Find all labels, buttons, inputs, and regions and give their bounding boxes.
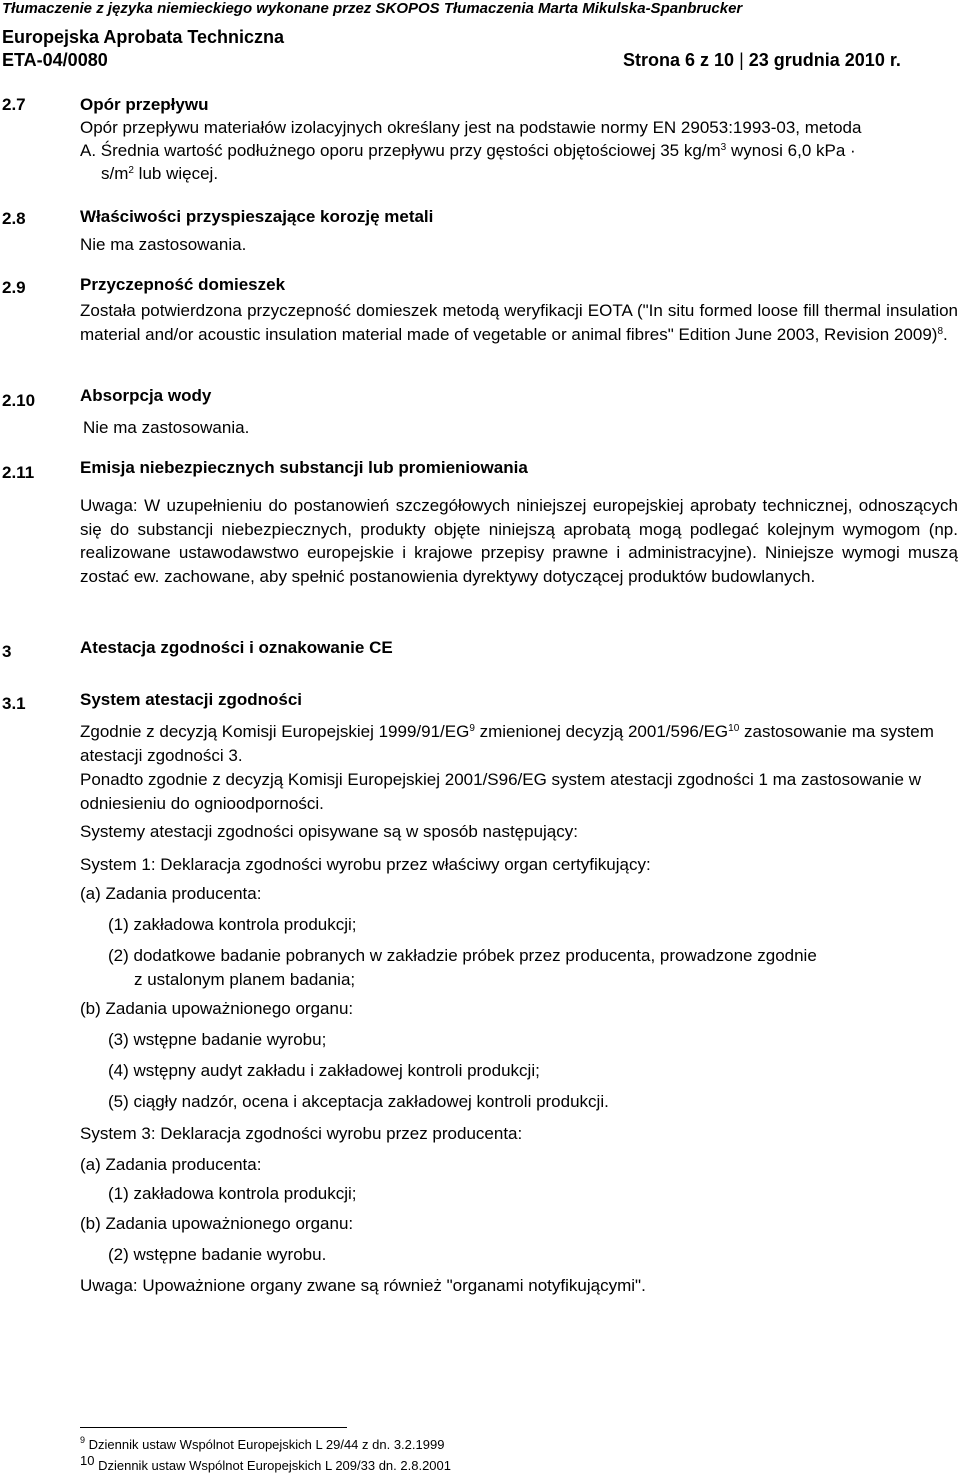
list-item: (2) wstępne badanie wyrobu.	[108, 1245, 327, 1264]
list-item: z ustalonym planem badania;	[134, 970, 356, 989]
section-title: Opór przepływu	[80, 95, 209, 114]
text-run: wynosi 6,0 kPa ·	[726, 141, 856, 160]
list-item: (b) Zadania upoważnionego organu:	[80, 1214, 354, 1233]
section-number: 2.8	[2, 209, 26, 228]
section-title: Właściwości przyspieszające korozję metali	[80, 207, 434, 226]
paragraph-line	[101, 164, 218, 184]
list-item: (1) zakładowa kontrola produkcji;	[108, 915, 357, 934]
footnote-ref: 9	[469, 723, 475, 734]
list-heading: System 1: Deklaracja zgodności wyrobu przez właściwy organ certyfikujący:	[80, 855, 651, 874]
paragraph-line: Opór przepływu materiałów izolacyjnych określany jest na podstawie normy EN 29053:1993-03, metoda	[80, 118, 862, 137]
list-item: (1) zakładowa kontrola produkcji;	[108, 1184, 357, 1203]
list-item: (4) wstępny audyt zakładu i zakładowej kontroli produkcji;	[108, 1061, 540, 1080]
note: Uwaga: Upoważnione organy zwane są również "organami notyfikującymi".	[80, 1276, 646, 1295]
section-title: Absorpcja wody	[80, 386, 212, 405]
document-number: ETA-04/0080	[2, 50, 108, 70]
paragraph: Uwaga: W uzupełnieniu do postanowień szczegółowych niniejszej europejskiej aprobaty technicznej, odnoszących się do substancji niebezpiecznych, produkty objęte niniejszą aprobatą mogą podlegać kolejnym wymogom (np. realizowane ustawodawstwo europejskie i krajowe przepisy prawne i administracyjne). Niniejsze wymogi muszą zostać ew. zachowane, aby spełnić postanowienia dyrektywy dotyczącej produktów budowlanych.	[80, 496, 958, 586]
list-heading: System 3: Deklaracja zgodności wyrobu przez producenta:	[80, 1124, 523, 1143]
text-run: A. Średnia wartość podłużnego oporu przepływu przy gęstości objętościowej 35 kg/m	[80, 141, 721, 160]
list-item: (a) Zadania producenta:	[80, 1155, 262, 1174]
paragraph: Systemy atestacji zgodności opisywane są w sposób następujący:	[80, 822, 578, 841]
paragraph: Ponadto zgodnie z decyzją Komisji Europejskiej 2001/S96/EG system atestacji zgodności 1 ma zastosowanie w odniesieniu do ognioodporności.	[80, 770, 921, 813]
section-number: 3.1	[2, 694, 26, 713]
document-date: 23 grudnia 2010 r.	[748, 50, 901, 70]
text-run: zmienionej decyzją 2001/596/EG	[474, 722, 729, 741]
text-run: lub więcej.	[133, 164, 219, 183]
superscript: 3	[720, 142, 727, 153]
paragraph: Nie ma zastosowania.	[83, 418, 250, 437]
paragraph: Nie ma zastosowania.	[80, 235, 247, 254]
section-number: 2.11	[2, 463, 35, 482]
text-run: s/m	[101, 164, 129, 183]
section-title: System atestacji zgodności	[80, 690, 303, 709]
section-number: 2.9	[2, 278, 26, 297]
page-info: Strona 6 z 10 | 23 grudnia 2010 r.	[623, 50, 901, 70]
footnote-number: 10	[80, 1453, 95, 1468]
document-title: Europejska Aprobata Techniczna	[2, 27, 285, 47]
paragraph-line	[80, 141, 856, 161]
list-item: (b) Zadania upoważnionego organu:	[80, 999, 354, 1018]
text-run: Zgodnie z decyzją Komisji Europejskiej 1999/91/EG	[80, 722, 470, 741]
footnote-text: Dziennik ustaw Wspólnot Europejskich L 209/33 dn. 2.8.2001	[98, 1458, 451, 1473]
footnote-ref: 10	[728, 723, 740, 734]
section-title: Przyczepność domieszek	[80, 275, 286, 294]
page-number: Strona 6 z 10	[623, 50, 735, 70]
list-item: (5) ciągły nadzór, ocena i akceptacja zakładowej kontroli produkcji.	[108, 1092, 609, 1111]
text-run: zastosowanie ma system atestacji zgodności 3.	[80, 722, 934, 765]
footnote-separator	[80, 1427, 347, 1428]
section-number: 2.7	[2, 95, 26, 114]
text-run: Została potwierdzona przyczepność domieszek metodą weryfikacji EOTA ("In situ formed loose fill thermal insulation material and/or acoustic insulation material made of vegetable or animal fibres" Edition June 2003, Revision 2009)	[80, 301, 958, 344]
list-item: (2) dodatkowe badanie pobranych w zakładzie próbek przez producenta, prowadzone zgodnie	[108, 946, 817, 965]
footnote	[80, 1437, 444, 1452]
list-item: (3) wstępne badanie wyrobu;	[108, 1030, 327, 1049]
text-run: .	[943, 324, 948, 344]
superscript: 2	[128, 165, 134, 176]
section-number: 3	[2, 642, 12, 661]
paragraph	[80, 299, 958, 346]
footnote-number: 9	[80, 1435, 86, 1445]
translation-note: Tłumaczenie z języka niemieckiego wykonane przez SKOPOS Tłumaczenia Marta Mikulska-Spanbrucker	[2, 0, 743, 17]
section-title: Emisja niebezpiecznych substancji lub promieniowania	[80, 458, 528, 477]
list-item: (a) Zadania producenta:	[80, 884, 262, 903]
footnote-ref: 8	[937, 325, 944, 337]
footnote-text: Dziennik ustaw Wspólnot Europejskich L 29/44 z dn. 3.2.1999	[88, 1437, 445, 1452]
section-number: 2.10	[2, 391, 36, 410]
paragraph	[80, 720, 958, 767]
section-title: Atestacja zgodności i oznakowanie CE	[80, 638, 393, 657]
footnote	[80, 1453, 451, 1473]
